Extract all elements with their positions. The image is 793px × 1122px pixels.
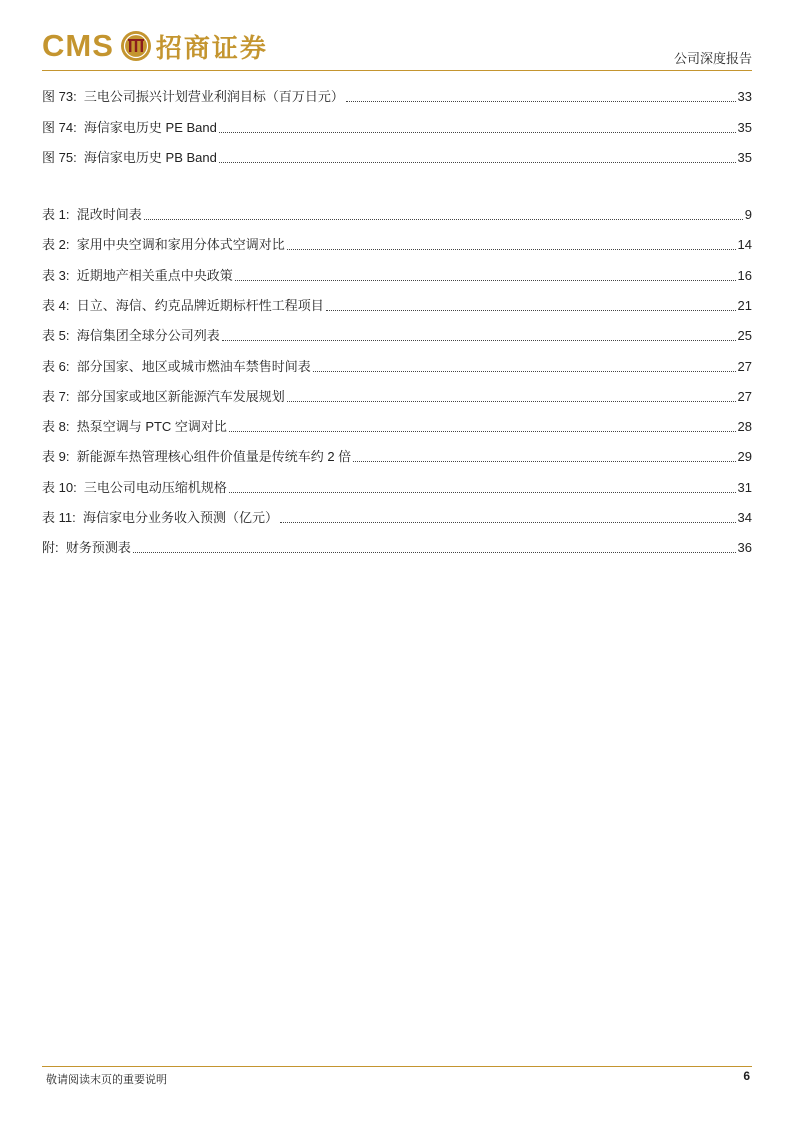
toc-entry[interactable] <box>42 233 752 253</box>
toc-entry[interactable] <box>42 506 752 526</box>
toc-entry-title: 部分国家、地区或城市燃油车禁售时间表 <box>76 358 311 374</box>
toc-entry-number: 图 73: <box>42 89 77 104</box>
toc-entry-page: 36 <box>737 540 752 556</box>
toc-entry-title: 热泵空调与 PTC 空调对比 <box>76 419 227 435</box>
toc-entry[interactable] <box>42 324 752 344</box>
toc-entry-label <box>42 150 217 166</box>
dot-leader <box>346 100 736 102</box>
dot-leader <box>287 248 736 250</box>
toc-entry[interactable] <box>42 264 752 284</box>
dot-leader <box>280 521 736 523</box>
toc-entry-page: 35 <box>737 150 752 165</box>
toc-entry-page: 9 <box>744 207 752 222</box>
toc-entry-title: 海信家电历史 PE Band <box>83 119 217 135</box>
toc-entry-title: 新能源车热管理核心组件价值量是传统车约 2 倍 <box>76 449 352 465</box>
toc-entry-page: 21 <box>737 297 752 313</box>
dot-leader <box>229 430 736 432</box>
toc-entry-number: 表 5: <box>42 328 70 344</box>
toc-entry-title: 混改时间表 <box>76 207 142 222</box>
toc-entry[interactable] <box>42 536 752 556</box>
toc-entry-number: 表 4: <box>42 297 70 313</box>
toc-entry-title: 家用中央空调和家用分体式空调对比 <box>76 237 285 253</box>
toc-entry-label <box>42 328 220 344</box>
toc-entry[interactable] <box>42 203 752 223</box>
page-number: 6 <box>743 1069 750 1083</box>
toc-entry-title: 海信家电历史 PB Band <box>83 150 217 165</box>
toc-entry-number: 表 7: <box>42 388 70 404</box>
toc-entry-number: 表 11: <box>42 510 76 525</box>
toc-entry-label <box>42 120 217 136</box>
toc-entry-label <box>42 268 233 284</box>
toc-entry-number: 表 10: <box>42 479 77 495</box>
toc-entry[interactable] <box>42 385 752 405</box>
logo-chinese-name: 招商证券 <box>155 33 268 64</box>
toc-entry-title: 海信集团全球分公司列表 <box>76 328 220 344</box>
toc-entry-label <box>42 480 227 496</box>
dot-leader <box>219 161 736 163</box>
toc-entry[interactable] <box>42 116 752 136</box>
toc-entry-title: 海信家电分业务收入预测（亿元） <box>82 510 278 525</box>
toc-entry-page: 27 <box>737 388 752 404</box>
toc-entry-page: 28 <box>737 419 752 435</box>
toc-entry-page: 34 <box>737 510 752 525</box>
dot-leader <box>219 131 736 133</box>
logo-emblem-icon <box>120 30 152 62</box>
toc-entry-number: 表 8: <box>42 419 70 435</box>
toc-entry-number: 图 74: <box>42 119 77 135</box>
toc-entry-label <box>42 237 285 253</box>
toc-entry-label <box>42 510 278 526</box>
toc-entry[interactable] <box>42 445 752 465</box>
footer-divider <box>42 1066 752 1067</box>
toc-entry-page: 31 <box>737 479 752 495</box>
toc-entry-page: 35 <box>737 119 752 135</box>
toc-entry[interactable] <box>42 85 752 105</box>
toc-entry-number: 表 2: <box>42 237 70 253</box>
logo-text: CMS <box>42 28 114 63</box>
dot-leader <box>133 551 736 553</box>
toc-entry-number: 表 3: <box>42 267 70 283</box>
toc-entry-number: 表 1: <box>42 207 70 222</box>
dot-leader <box>287 400 736 402</box>
dot-leader <box>313 370 736 372</box>
toc-entry-number: 表 9: <box>42 449 70 465</box>
toc-entry-page: 33 <box>737 89 752 104</box>
toc-entry-title: 财务预测表 <box>65 540 131 556</box>
toc-entry-page: 25 <box>737 328 752 344</box>
dot-leader <box>235 279 736 281</box>
disclaimer-note: 敬请阅读末页的重要说明 <box>46 1074 167 1086</box>
toc-entry-page: 16 <box>737 267 752 283</box>
toc-entry[interactable] <box>42 294 752 314</box>
report-type-label: 公司深度报告 <box>673 51 752 66</box>
dot-leader <box>222 339 736 341</box>
toc-entry-label <box>42 449 351 465</box>
toc-entry[interactable] <box>42 476 752 496</box>
toc-entry-number: 表 6: <box>42 358 70 374</box>
page-header <box>42 22 752 70</box>
toc-entry-label <box>42 359 311 375</box>
toc-entry-label <box>42 419 227 435</box>
toc-entry-label <box>42 389 285 405</box>
toc-entry-page: 27 <box>737 358 752 374</box>
brand-logo <box>42 26 268 66</box>
toc-entry-label <box>42 540 131 556</box>
dot-leader <box>326 309 736 311</box>
toc-entry-page: 29 <box>737 449 752 465</box>
toc-entry-label <box>42 89 344 105</box>
dot-leader <box>144 218 743 220</box>
toc-entry-title: 近期地产相关重点中央政策 <box>76 267 233 283</box>
toc-entry[interactable] <box>42 146 752 166</box>
dot-leader <box>229 491 736 493</box>
toc-entry-number: 附: <box>42 540 59 556</box>
toc-entry-number: 图 75: <box>42 150 77 165</box>
header-divider <box>42 70 752 71</box>
toc-entry-title: 部分国家或地区新能源汽车发展规划 <box>76 388 285 404</box>
toc-entry[interactable] <box>42 415 752 435</box>
toc-entry-title: 日立、海信、约克品牌近期标杆性工程项目 <box>76 297 324 313</box>
dot-leader <box>353 460 735 462</box>
toc-entry[interactable] <box>42 355 752 375</box>
toc-entry-title: 三电公司电动压缩机规格 <box>83 479 227 495</box>
toc-entry-page: 14 <box>737 237 752 253</box>
toc-entry-label <box>42 298 324 314</box>
toc-entry-label <box>42 207 142 223</box>
toc-entry-title: 三电公司振兴计划营业利润目标（百万日元） <box>83 89 344 104</box>
